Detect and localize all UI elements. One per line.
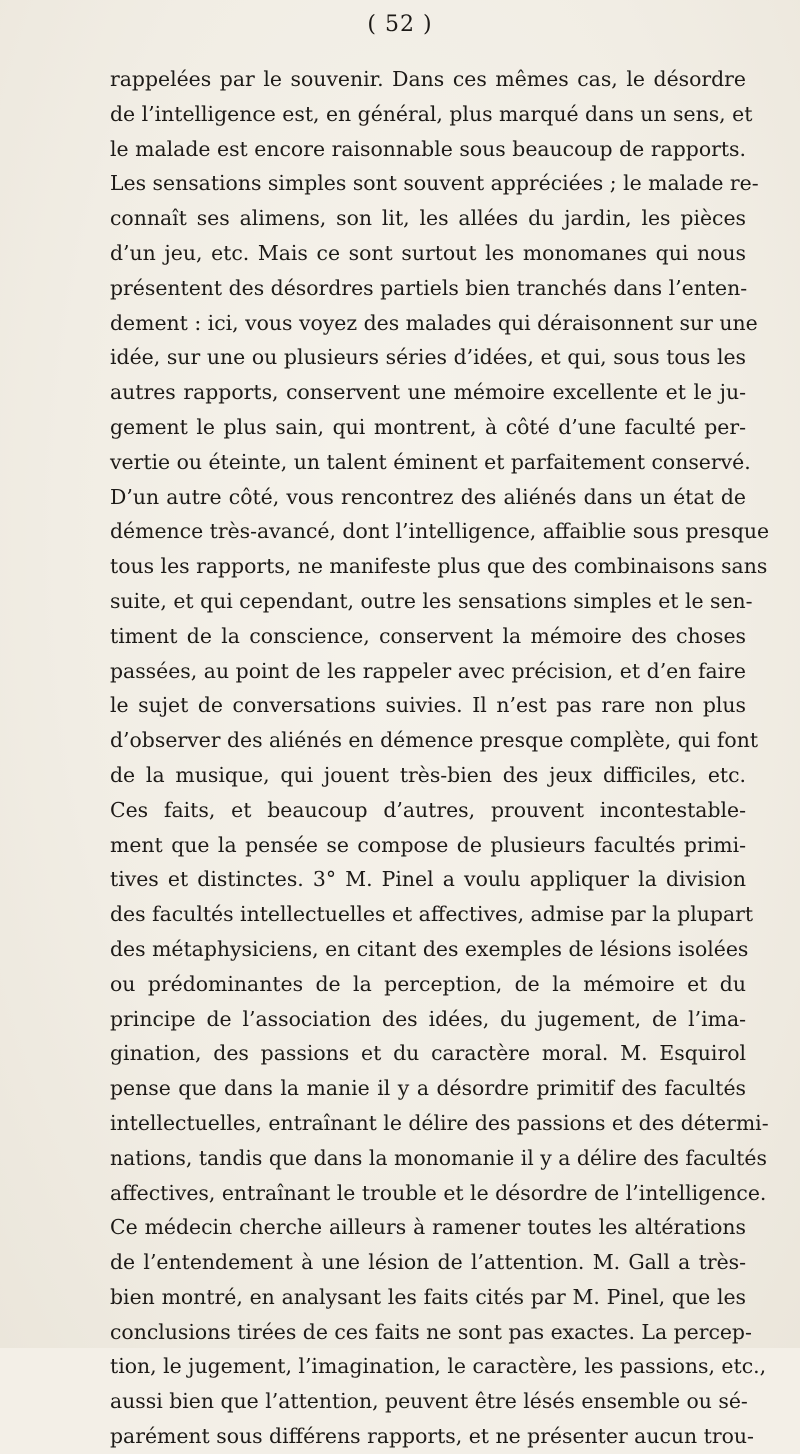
- text-line: gination, des passions et du caractère moral. M. Esquirol: [110, 1041, 746, 1066]
- text-line: tous les rapports, ne manifeste plus que des combinaisons sans: [110, 554, 768, 579]
- page-number: ( 52 ): [367, 12, 433, 37]
- text-line: démence très-avancé, dont l’intelligence, affaiblie sous presque: [110, 519, 770, 544]
- text-line: de l’entendement à une lésion de l’attention. M. Gall a très-: [110, 1250, 746, 1275]
- text-line: le malade est encore raisonnable sous beaucoup de rapports.: [110, 136, 746, 161]
- text-line: présentent des désordres partiels bien tranchés dans l’enten-: [110, 275, 748, 300]
- text-line: conclusions tirées de ces faits ne sont pas exactes. La percep-: [110, 1319, 752, 1344]
- text-line: aussi bien que l’attention, peuvent être lésés ensemble ou sé-: [110, 1389, 748, 1414]
- text-line: parément sous différens rapports, et ne présenter aucun trou-: [110, 1424, 754, 1449]
- text-line: Ce médecin cherche ailleurs à ramener toutes les altérations: [110, 1215, 746, 1240]
- text-line: Les sensations simples sont souvent appréciées ; le malade re-: [110, 171, 759, 196]
- text-line: autres rapports, conservent une mémoire excellente et le ju-: [110, 380, 746, 405]
- text-line: Ces faits, et beaucoup d’autres, prouvent incontestable-: [110, 797, 746, 822]
- text-line: timent de la conscience, conservent la mémoire des choses: [110, 623, 746, 648]
- text-line: des métaphysiciens, en citant des exemples de lésions isolées: [110, 936, 749, 961]
- text-line: tion, le jugement, l’imagination, le caractère, les passions, etc.,: [110, 1354, 767, 1379]
- text-line: idée, sur une ou plusieurs séries d’idées, et qui, sous tous les: [110, 345, 746, 370]
- text-line: ou prédominantes de la perception, de la mémoire et du: [110, 971, 746, 996]
- text-line: dement : ici, vous voyez des malades qui déraisonnent sur une: [110, 310, 758, 335]
- text-line: d’observer des aliénés en démence presque complète, qui font: [110, 728, 759, 753]
- text-line: tives et distinctes. 3° M. Pinel a voulu appliquer la division: [110, 867, 746, 892]
- text-line: gement le plus sain, qui montrent, à côté d’une faculté per-: [110, 414, 746, 439]
- text-line: de la musique, qui jouent très-bien des jeux difficiles, etc.: [110, 762, 746, 787]
- text-line: suite, et qui cependant, outre les sensations simples et le sen-: [110, 588, 753, 613]
- text-line: le sujet de conversations suivies. Il n’est pas rare non plus: [110, 693, 746, 718]
- text-line: D’un autre côté, vous rencontrez des aliénés dans un état de: [110, 484, 746, 509]
- text-line: vertie ou éteinte, un talent éminent et parfaitement conservé.: [110, 449, 751, 474]
- text-line: d’un jeu, etc. Mais ce sont surtout les monomanes qui nous: [110, 240, 746, 265]
- body-text: [110, 62, 770, 1454]
- text-line: nations, tandis que dans la monomanie il y a délire des facultés: [110, 1145, 767, 1170]
- text-line: rappelées par le souvenir. Dans ces mêmes cas, le désordre: [110, 67, 746, 91]
- text-line: ment que la pensée se compose de plusieurs facultés primi-: [110, 832, 746, 857]
- text-line: pense que dans la manie il y a désordre primitif des facultés: [110, 1076, 746, 1101]
- text-line: passées, au point de les rappeler avec précision, et d’en faire: [110, 658, 746, 683]
- text-line: intellectuelles, entraînant le délire des passions et des détermi-: [110, 1110, 769, 1135]
- text-line: affectives, entraînant le trouble et le désordre de l’intelligence.: [110, 1180, 767, 1205]
- text-line: de l’intelligence est, en général, plus marqué dans un sens, et: [110, 101, 753, 126]
- text-line: bien montré, en analysant les faits cités par M. Pinel, que les: [110, 1284, 746, 1309]
- text-line: des facultés intellectuelles et affectives, admise par la plupart: [110, 902, 754, 927]
- text-line: principe de l’association des idées, du jugement, de l’ima-: [110, 1006, 746, 1031]
- text-line: connaît ses alimens, son lit, les allées du jardin, les pièces: [110, 206, 746, 231]
